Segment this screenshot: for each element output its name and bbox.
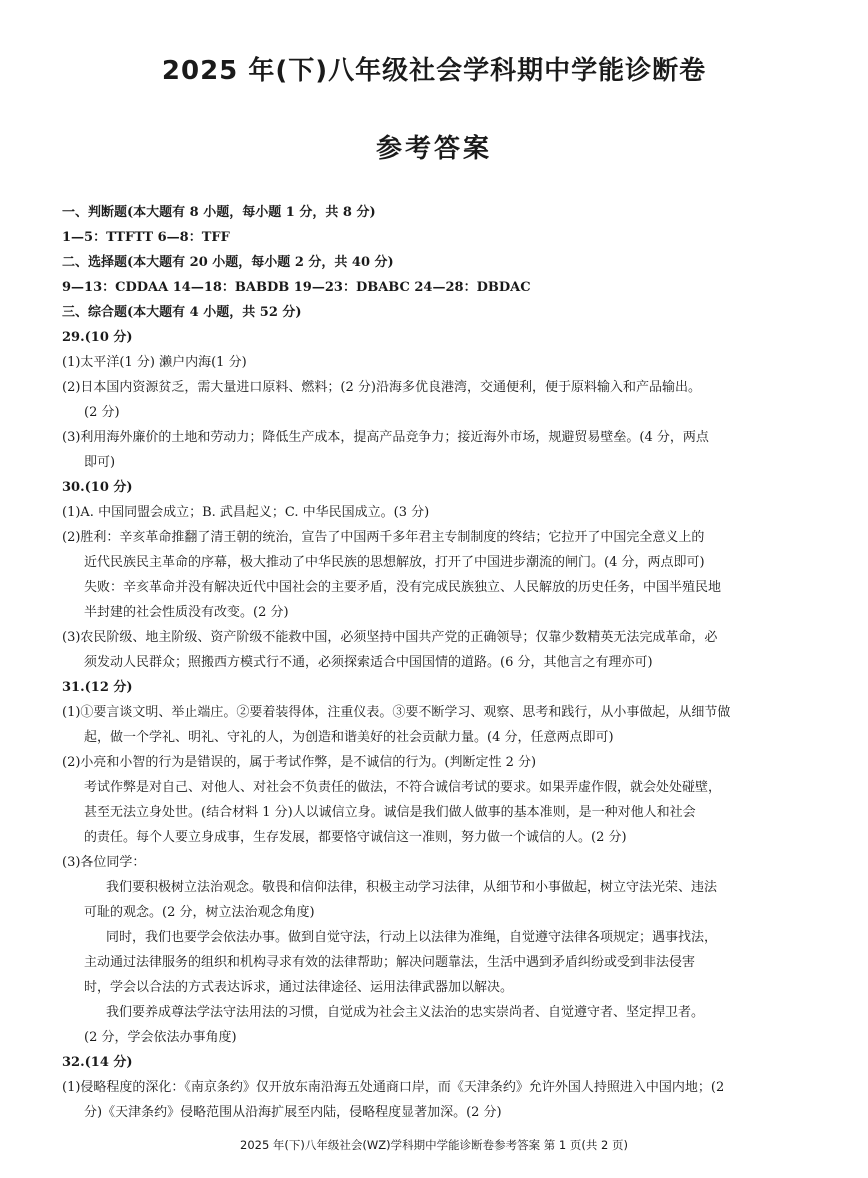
section-heading: 三、综合题(本大题有 4 小题，共 52 分): [62, 305, 302, 320]
answer-line: 起，做一个学礼、明礼、守礼的人，为创造和谐美好的社会贡献力量。(4 分，任意两点即可): [84, 730, 614, 745]
answer-line: 近代民族民主革命的序幕，极大推动了中华民族的思想解放，打开了中国进步潮流的闸门。(4 分，两点即可): [84, 555, 705, 570]
answer-line: (1)①要言谈文明、举止端庄。②要着装得体，注重仪表。③要不断学习、观察、思考和践行，从小事做起，从细节做: [62, 705, 731, 720]
page-footer: 2025 年(下)八年级社会(WZ)学科期中学能诊断卷参考答案 第 1 页(共 2 页): [240, 1138, 628, 1152]
section-heading: 31.(12 分): [62, 680, 133, 695]
answer-line: (2 分，学会依法办事角度): [84, 1030, 237, 1045]
answer-line: 须发动人民群众；照搬西方模式行不通，必须探索适合中国国情的道路。(6 分，其他言之有理亦可): [84, 655, 653, 670]
answer-line: 主动通过法律服务的组织和机构寻求有效的法律帮助；解决问题靠法，生活中遇到矛盾纠纷或受到非法侵害: [84, 955, 696, 970]
answer-line: 我们要养成尊法学法守法用法的习惯，自觉成为社会主义法治的忠实崇尚者、自觉遵守者、坚定捍卫者。: [106, 1005, 705, 1020]
answer-line: (1)侵略程度的深化：《南京条约》仅开放东南沿海五处通商口岸，而《天津条约》允许外国人持照进入中国内地；(2: [62, 1080, 725, 1095]
answer-line: 半封建的社会性质没有改变。(2 分): [84, 605, 289, 620]
answer-line: 甚至无法立身处世。(结合材料 1 分)人以诚信立身。诚信是我们做人做事的基本准则，是一种对他人和社会: [84, 805, 696, 820]
answer-line: 分)《天津条约》侵略范围从沿海扩展至内陆，侵略程度显著加深。(2 分): [84, 1105, 502, 1120]
section-heading: 30.(10 分): [62, 480, 133, 495]
answer-line: (3)利用海外廉价的土地和劳动力；降低生产成本，提高产品竞争力；接近海外市场，规避贸易壁垒。(4 分，两点: [62, 430, 709, 445]
answer-line: (2)小亮和小智的行为是错误的，属于考试作弊，是不诚信的行为。(判断定性 2 分): [62, 755, 537, 770]
answer-line: 可耻的观念。(2 分，树立法治观念角度): [84, 905, 315, 920]
answer-body: [62, 200, 812, 1125]
page-title: 2025 年(下)八年级社会学科期中学能诊断卷: [161, 56, 707, 86]
answer-line: 同时，我们也要学会依法办事。做到自觉守法，行动上以法律为准绳，自觉遵守法律各项规定；遇事找法，: [106, 930, 718, 945]
section-heading: 32.(14 分): [62, 1055, 133, 1070]
answer-line: (2 分): [84, 405, 120, 420]
answer-line: 的责任。每个人要立身成事，生存发展，都要恪守诚信这一准则，努力做一个诚信的人。(2 分): [84, 830, 627, 845]
answer-line: 即可): [84, 455, 116, 470]
answer-line: (1)太平洋(1 分) 濑户内海(1 分): [62, 355, 247, 370]
section-heading: 1—5：TTFTT 6—8：TFF: [62, 230, 230, 245]
section-heading: 一、判断题(本大题有 8 小题，每小题 1 分，共 8 分): [62, 205, 376, 220]
section-heading: 二、选择题(本大题有 20 小题，每小题 2 分，共 40 分): [62, 255, 394, 270]
answer-line: (2)日本国内资源贫乏，需大量进口原料、燃料；(2 分)沿海多优良港湾，交通便利，便于原料输入和产品输出。: [62, 380, 701, 395]
answer-line: 我们要积极树立法治观念。敬畏和信仰法律，积极主动学习法律，从细节和小事做起，树立守法光荣、违法: [106, 880, 718, 895]
answer-line: (3)各位同学：: [62, 855, 146, 870]
section-heading: 9—13：CDDAA 14—18：BABDB 19—23：DBABC 24—28：DBDAC: [62, 280, 531, 295]
answer-line: 失败：辛亥革命并没有解决近代中国社会的主要矛盾，没有完成民族独立、人民解放的历史任务，中国半殖民地: [84, 580, 722, 595]
section-heading: 29.(10 分): [62, 330, 133, 345]
answer-line: (1)A. 中国同盟会成立；B. 武昌起义；C. 中华民国成立。(3 分): [62, 505, 430, 520]
page-subtitle: 参考答案: [375, 134, 492, 164]
answer-line: (2)胜利：辛亥革命推翻了清王朝的统治，宣告了中国两千多年君主专制制度的终结；它拉开了中国完全意义上的: [62, 530, 705, 545]
answer-line: (3)农民阶级、地主阶级、资产阶级不能救中国，必须坚持中国共产党的正确领导；仅靠少数精英无法完成革命，必: [62, 630, 718, 645]
answer-line: 时，学会以合法的方式表达诉求，通过法律途径、运用法律武器加以解决。: [84, 980, 514, 995]
answer-line: 考试作弊是对自己、对他人、对社会不负责任的做法，不符合诚信考试的要求。如果弄虚作假，就会处处碰壁，: [84, 780, 722, 795]
